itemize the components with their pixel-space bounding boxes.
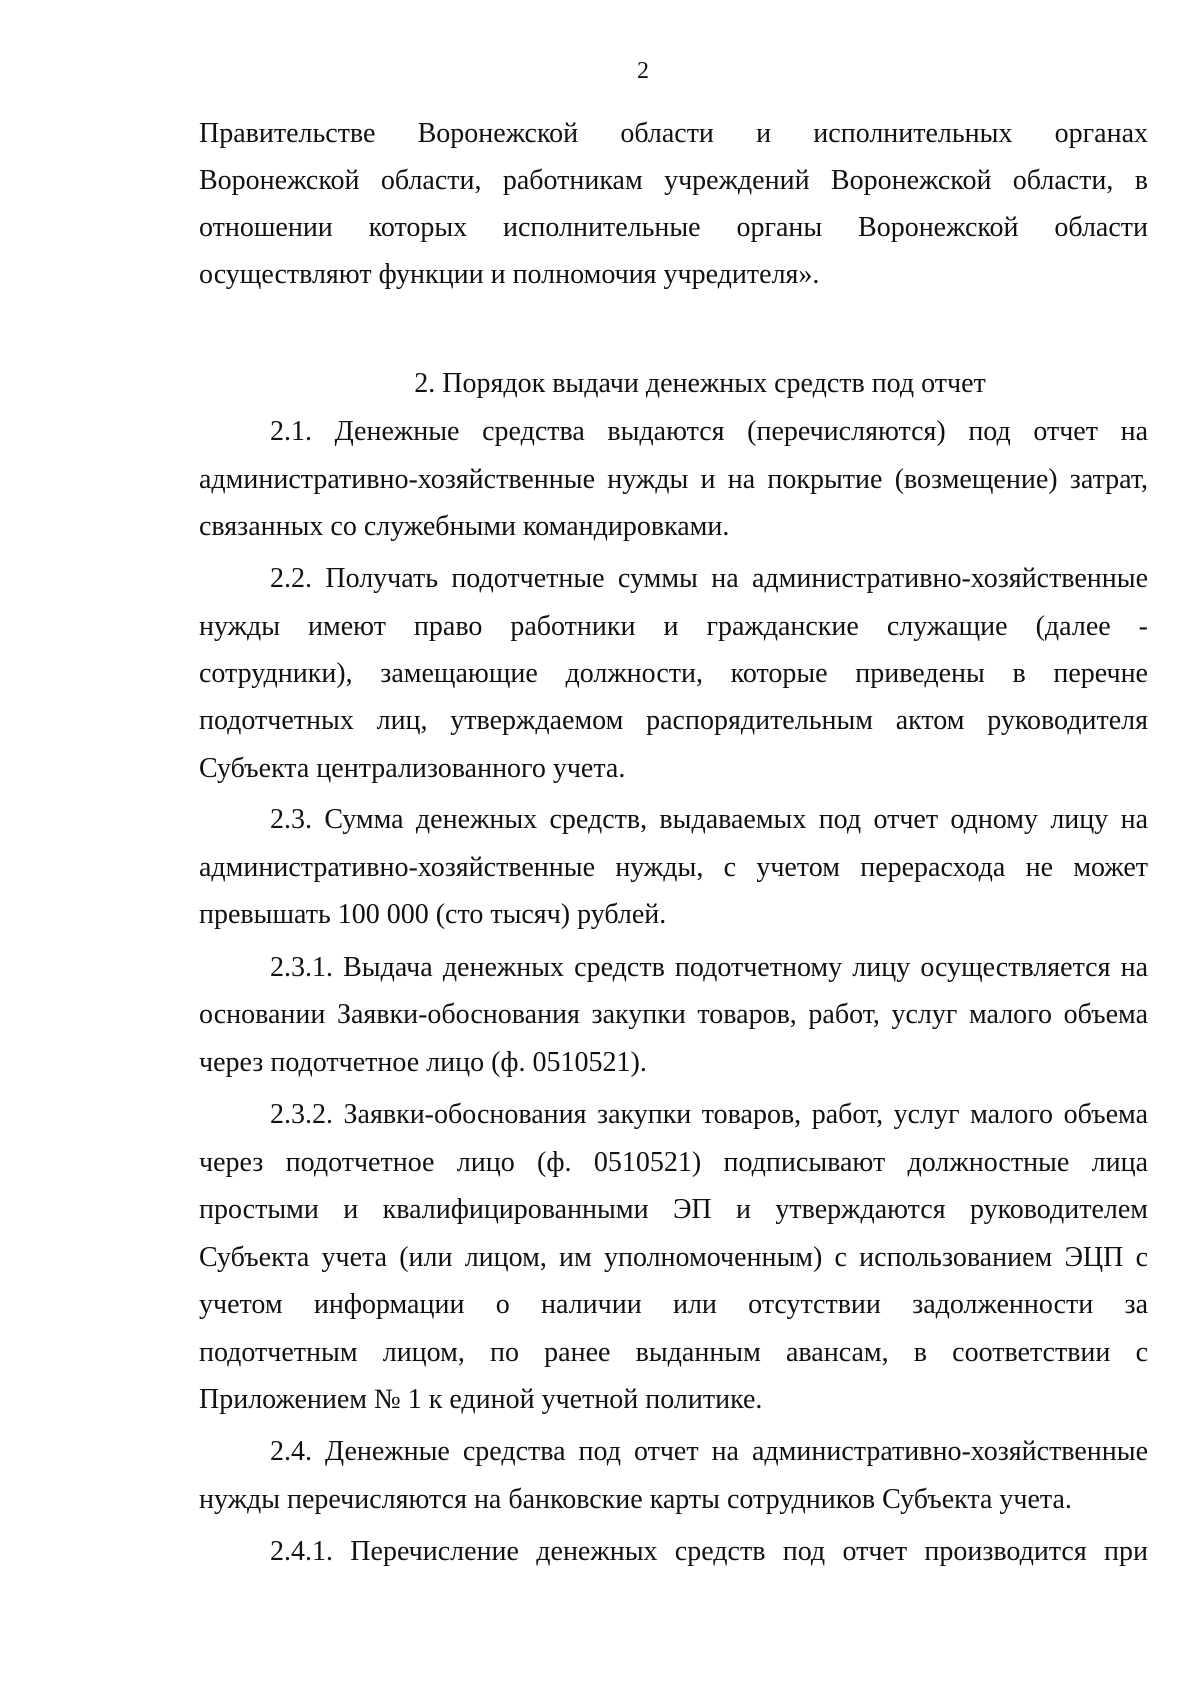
text-line: 2.4. Денежные средства под отчет на административно-хозяйственные (270, 1436, 1148, 1467)
text-line: административно-хозяйственные нужды и на покрытие (возмещение) затрат, (199, 464, 1148, 495)
text-line: сотрудники), замещающие должности, которые приведены в перечне (199, 658, 1148, 689)
text-line: 2.3.2. Заявки-обоснования закупки товаров, работ, услуг малого объема (270, 1099, 1148, 1130)
text-line: основании Заявки-обоснования закупки товаров, работ, услуг малого объема (199, 999, 1148, 1030)
text-line: Правительстве Воронежской области и исполнительных органах (199, 118, 1148, 149)
text-line: 2.3. Сумма денежных средств, выдаваемых под отчет одному лицу на (270, 804, 1148, 835)
text-line: через подотчетное лицо (ф. 0510521) подписывают должностные лица (199, 1147, 1148, 1178)
text-line: 2.2. Получать подотчетные суммы на административно-хозяйственные (270, 563, 1148, 594)
text-line: связанных со служебными командировками. (199, 511, 730, 542)
text-line: Воронежской области, работникам учреждений Воронежской области, в (199, 165, 1148, 196)
section-heading: 2. Порядок выдачи денежных средств под отчет (414, 368, 986, 399)
text-line: через подотчетное лицо (ф. 0510521). (199, 1047, 647, 1078)
text-line: Субъекта централизованного учета. (199, 753, 626, 784)
text-line: Субъекта учета (или лицом, им уполномоченным) с использованием ЭЦП с (199, 1242, 1148, 1273)
text-line: нужды перечисляются на банковские карты сотрудников Субъекта учета. (199, 1484, 1072, 1515)
text-line: 2.1. Денежные средства выдаются (перечисляются) под отчет на (270, 416, 1148, 447)
text-line: 2.3.1. Выдача денежных средств подотчетному лицу осуществляется на (270, 952, 1148, 983)
text-line: нужды имеют право работники и гражданские служащие (далее - (199, 611, 1148, 642)
text-line: административно-хозяйственные нужды, с учетом перерасхода не может (199, 852, 1148, 883)
text-line: подотчетным лицом, по ранее выданным авансам, в соответствии с (199, 1337, 1148, 1368)
text-line: подотчетных лиц, утверждаемом распорядительным актом руководителя (199, 705, 1148, 736)
text-line: 2.4.1. Перечисление денежных средств под отчет производится при (270, 1536, 1148, 1567)
text-line: осуществляют функции и полномочия учредителя». (199, 259, 820, 290)
text-line: отношении которых исполнительные органы Воронежской области (199, 212, 1148, 243)
text-line: Приложением № 1 к единой учетной политике. (199, 1384, 763, 1415)
text-line: простыми и квалифицированными ЭП и утверждаются руководителем (199, 1194, 1148, 1225)
text-line: превышать 100 000 (сто тысяч) рублей. (199, 899, 667, 930)
text-line: учетом информации о наличии или отсутствии задолженности за (199, 1289, 1148, 1320)
page-number: 2 (637, 58, 649, 84)
